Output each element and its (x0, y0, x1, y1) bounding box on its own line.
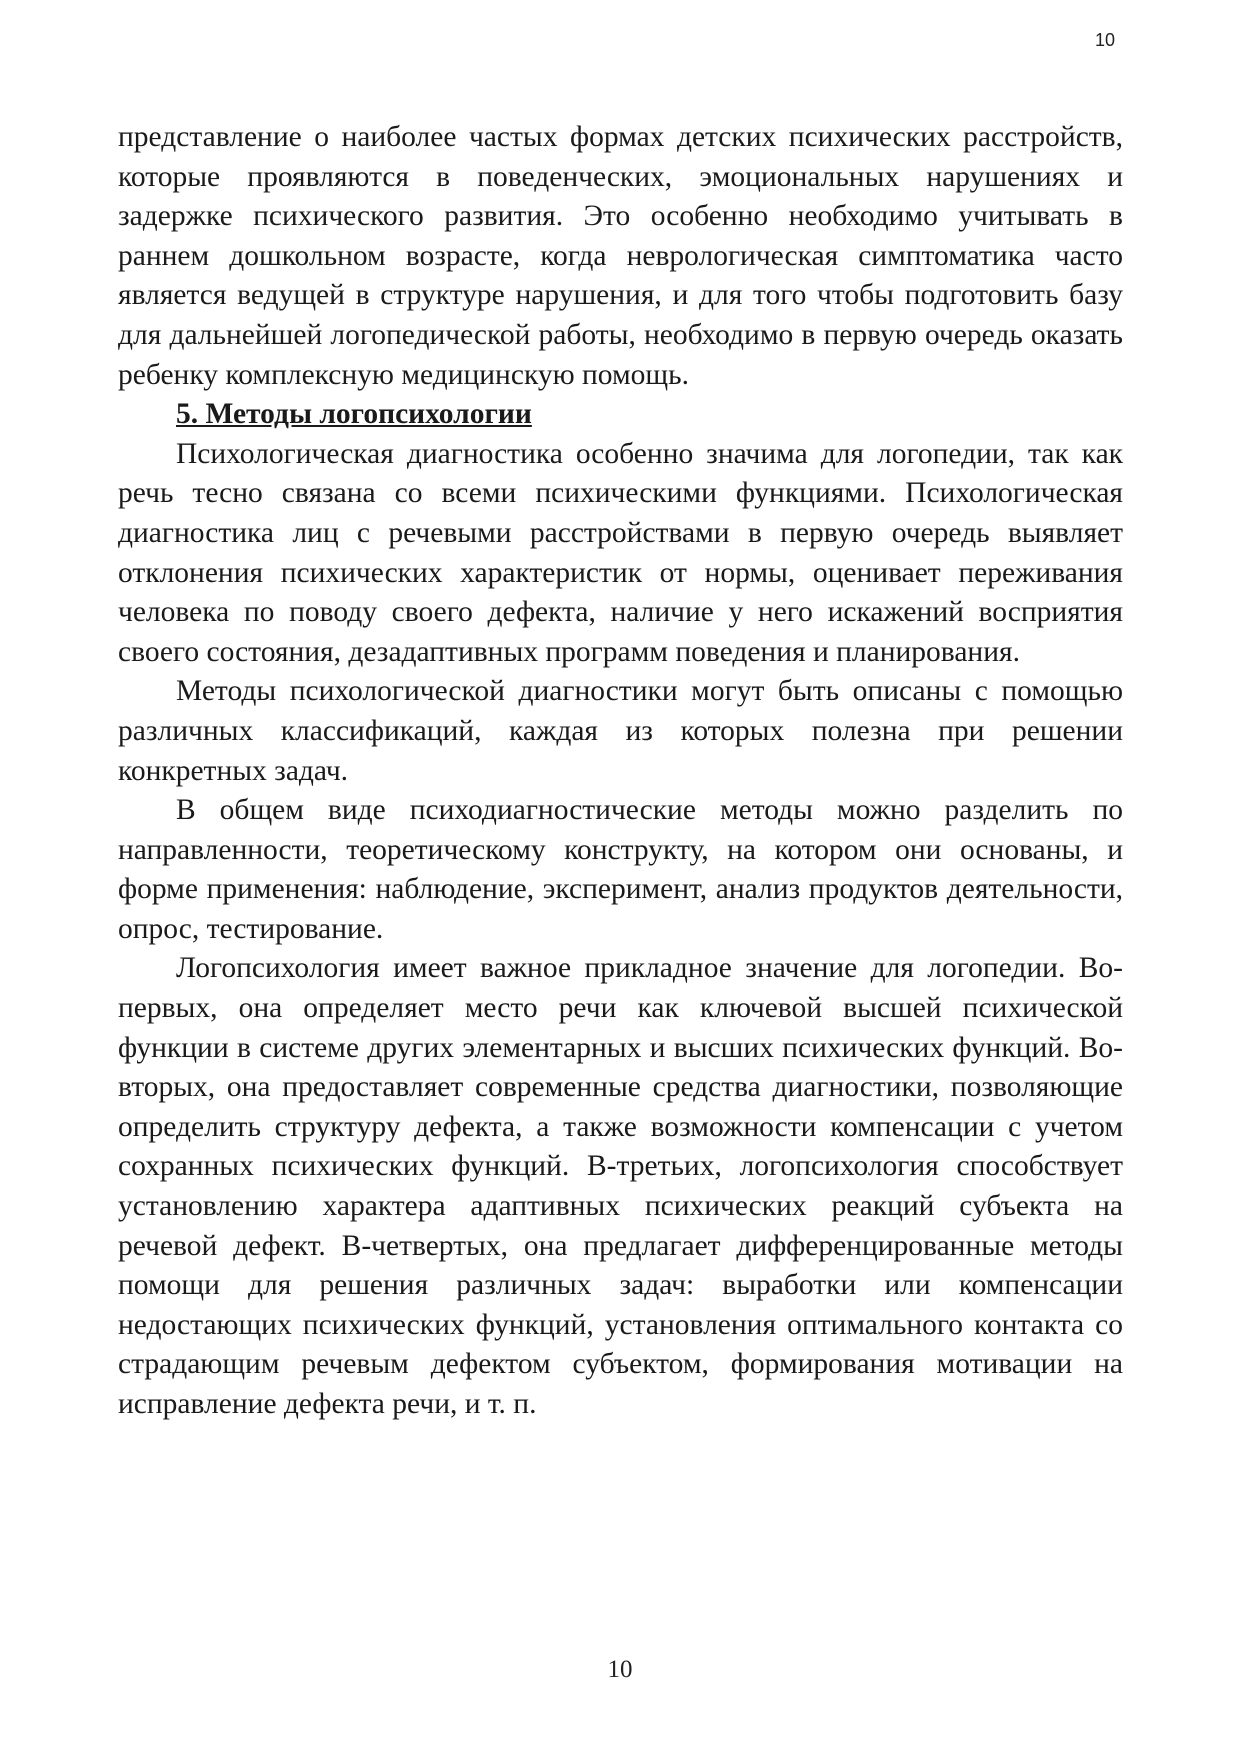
section-heading: 5. Методы логопсихологии (176, 398, 532, 431)
paragraph-methods: В общем виде психодиагностические методы можно разделить по направленности, теоретическому конструкту, на котором они основаны, и форме применения: наблюдение, эксперимент, анализ продуктов деятельности, опрос, тестирование. (118, 794, 1123, 945)
paragraph-applied-value: Логопсихология имеет важное прикладное значение для логопедии. Во-первых, она определяет место речи как ключевой высшей психической функции в системе других элементарных и высших психических функций. Во-вторых, она предоставляет современные средства диагностики, позволяющие определить структуру дефекта, а также возможности компенсации с учетом сохранных психических функций. В-третьих, логопсихология способствует установлению характера адаптивных психических реакций субъекта на речевой дефект. В-четвертых, она предлагает дифференцированные методы помощи для решения различных задач: выработки или компенсации недостающих психических функций, установления оптимального контакта со страдающим речевым дефектом субъектом, формирования мотивации на исправление дефекта речи, и т. п. (118, 952, 1123, 1420)
paragraph-diagnostics: Психологическая диагностика особенно значима для логопедии, так как речь тесно связана со всеми психическими функциями. Психологическая диагностика лиц с речевыми расстройствами в первую очередь выявляет отклонения психических характеристик от нормы, оценивает переживания человека по поводу своего дефекта, наличие у него искажений восприятия своего состояния, дезадаптивных программ поведения и планирования. (118, 437, 1123, 668)
paragraph-classifications: Методы психологической диагностики могут быть описаны с помощью различных классификаций, каждая из которых полезна при решении конкретных задач. (118, 675, 1123, 787)
page-body (118, 118, 1123, 1425)
continuation-paragraph: представление о наиболее частых формах детских психических расстройств, которые проявляются в поведенческих, эмоциональных нарушениях и задержке психического развития. Это особенно необходимо учитывать в раннем дошкольном возрасте, когда неврологическая симптоматика часто является ведущей в структуре нарушения, и для того чтобы подготовить базу для дальнейшей логопедической работы, необходимо в первую очередь оказать ребенку комплексную медицинскую помощь. (118, 121, 1123, 391)
header-page-number: 10 (1094, 30, 1115, 50)
footer-page-number: 10 (607, 1656, 633, 1683)
